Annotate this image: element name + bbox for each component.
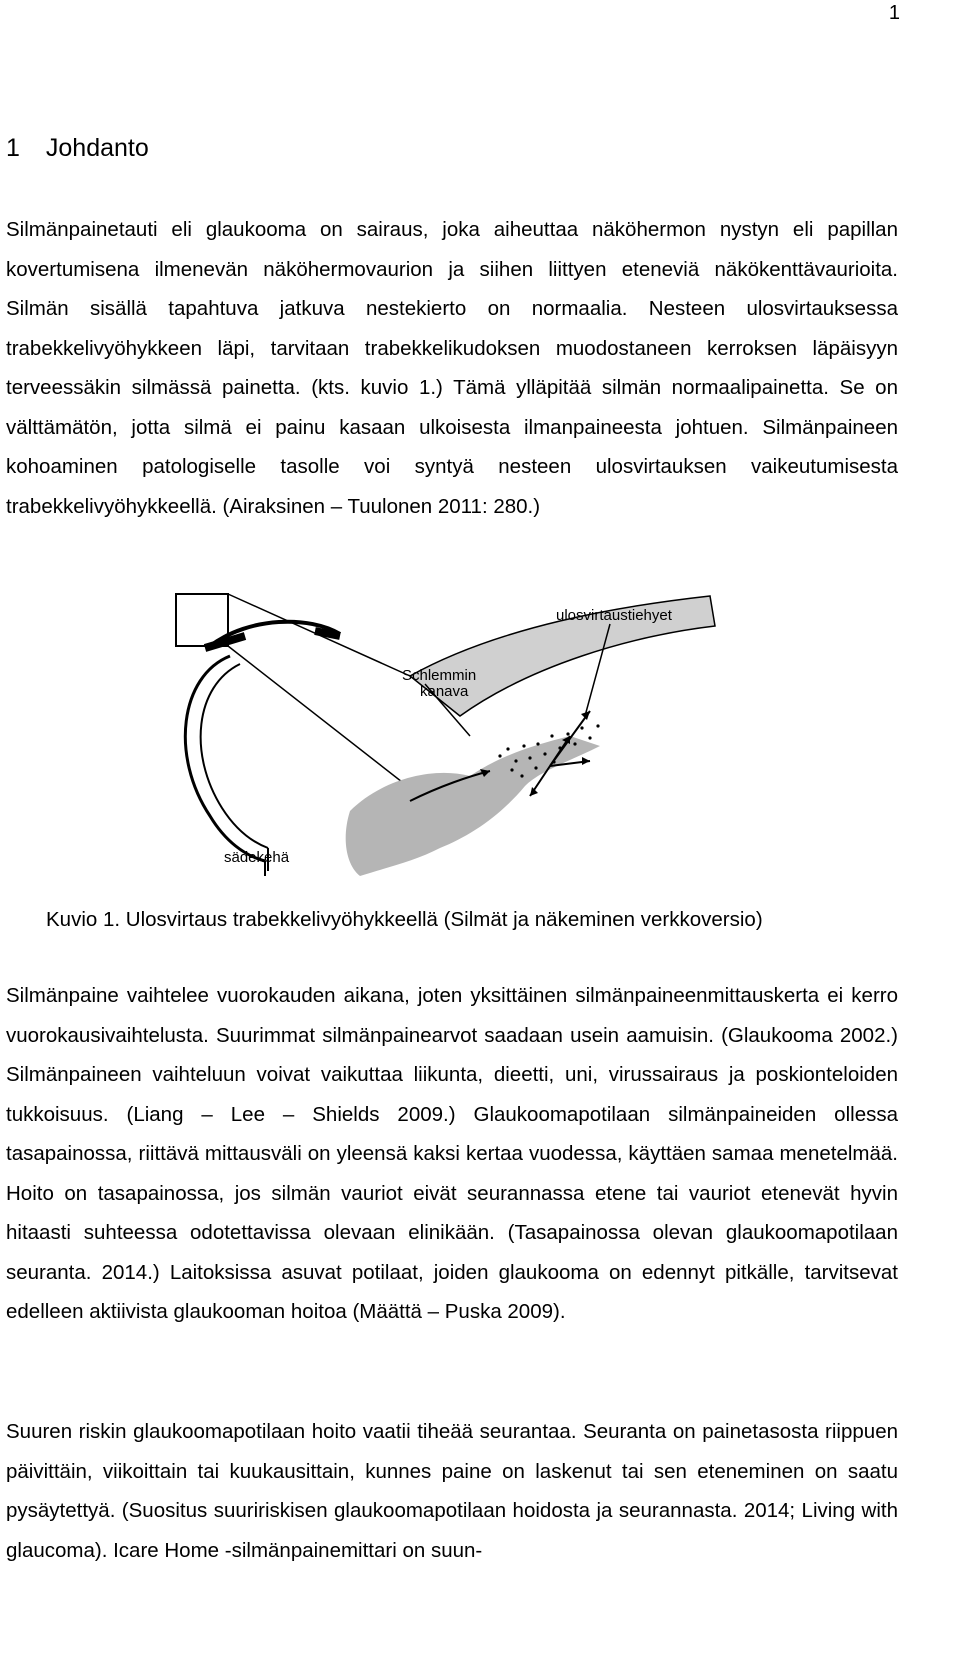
label-schlemm-line2: kanava <box>420 683 469 700</box>
paragraph-intro: Silmänpainetauti eli glaukooma on sairaus, joka aiheuttaa näköhermon nystyn eli papillan kovertumisena ilmenevän näköhermovaurion ja siihen liittyen eteneviä näkökenttävaurioita. Silmän sisällä tapahtuva jatkuva nestekierto on normaalia. Nesteen ulosvirtauksessa trabekkelivyöhykkeen läpi, tarvitaan trabekkelikudoksen muodostaneen kerroksen läpäisyyn terveessäkin silmässä painetta. (kts. kuvio 1.) Tämä ylläpitää silmän normaalipainetta. Se on välttämätön, jotta silmä ei painu kasaan ulkoisesta ilmanpaineesta johtuen. Silmänpaineen kohoaminen patologiselle tasolle voi syntyä nesteen ulosvirtauksen vaikeutumisesta trabekkelivyöhykkeellä. (Airaksinen – Tuulonen 2011: 280.) <box>6 218 898 518</box>
eye-diagram <box>170 586 730 886</box>
heading-number: 1 <box>6 134 20 162</box>
figure-caption: Kuvio 1. Ulosvirtaus trabekkelivyöhykkeellä (Silmät ja näkeminen verkkoversio) <box>46 908 763 931</box>
heading-title: Johdanto <box>45 134 149 162</box>
label-outflow-channels: ulosvirtaustiehyet <box>556 607 672 624</box>
label-ciliary-body: sädekehä <box>224 849 290 866</box>
paragraph-pressure-variation: Silmänpaine vaihtelee vuorokauden aikana, joten yksittäinen silmänpaineenmittauskerta ei kerro vuorokausivaihtelusta. Suurimmat silmänpainearvot saadaan usein aamuisin. (Glaukooma 2002.) Silmänpaineen vaihteluun voivat vaikuttaa liikunta, dieetti, uni, virussairaus ja poskionteloiden tukkoisuus. (Liang – Lee – Shields 2009.) Glaukoomapotilaan silmänpaineiden ollessa tasapainossa, riittävä mittausväli on yleensä kaksi kertaa vuodessa, käyttäen samaa menetelmää. Hoito on tasapainossa, jos silmän vauriot eivät seurannassa etene tai vauriot etenevät hyvin hitaasti suhteessa odotettavissa olevaan elinikään. (Tasapainossa olevan glaukoomapotilaan seuranta. 2014.) Laitoksissa asuvat potilaat, joiden glaukooma on edennyt pitkälle, tarvitsevat edelleen aktiivista glaukooman hoitoa (Määttä – Puska 2009). <box>6 984 898 1323</box>
paragraph-high-risk: Suuren riskin glaukoomapotilaan hoito vaatii tiheää seurantaa. Seuranta on painetasosta riippuen päivittäin, viikoittain tai kuukausittain, kunnes paine on laskenut tai sen eteneminen on saatu pysäytettyä. (Suositus suuririskisen glaukoomapotilaan hoidosta ja seurannasta. 2014; Living with glaucoma). Icare Home -silmänpainemittari on suun- <box>6 1420 898 1562</box>
page-number: 1 <box>888 2 900 24</box>
section-heading <box>6 134 149 163</box>
label-schlemm-line1: Schlemmin <box>402 667 477 684</box>
eye-outflow-figure <box>170 586 730 886</box>
